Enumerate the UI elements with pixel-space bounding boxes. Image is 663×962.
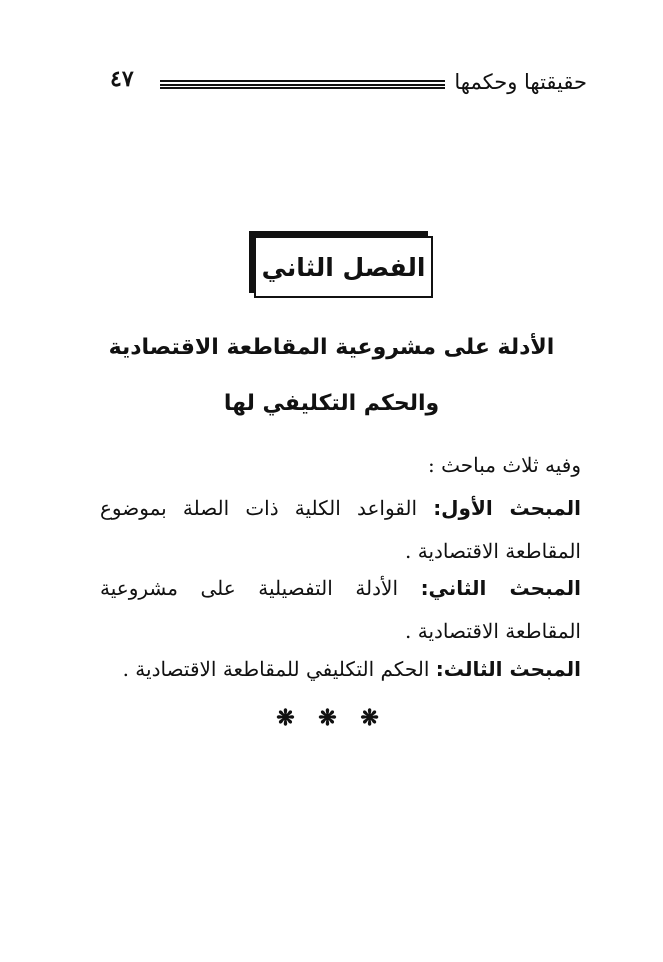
chapter-label: الفصل الثاني — [261, 252, 426, 282]
intro-paragraph: وفيه ثلاث مباحث : — [428, 453, 581, 477]
section-label: المبحث الثالث: — [435, 657, 581, 681]
chapter-heading-box — [254, 236, 433, 298]
running-header-title: حقيقتها وحكمها — [454, 70, 587, 94]
page-number: ٤٧ — [110, 66, 134, 92]
section-item — [100, 648, 581, 691]
section-text: القواعد الكلية ذات الصلة بموضوع المقاطعة الاقتصادية . — [100, 496, 581, 563]
header-rule — [160, 80, 445, 89]
section-label: المبحث الأول: — [433, 496, 581, 520]
section-item — [100, 487, 581, 573]
section-text: الحكم التكليفي للمقاطعة الاقتصادية . — [122, 657, 430, 681]
section-end-ornament: ❋ ❋ ❋ — [276, 705, 387, 731]
section-label: المبحث الثاني: — [420, 576, 582, 600]
section-item — [100, 567, 581, 653]
chapter-title-line-1: الأدلة على مشروعية المقاطعة الاقتصادية — [108, 335, 555, 360]
chapter-title-line-2: والحكم التكليفي لها — [223, 391, 440, 416]
section-text: الأدلة التفصيلية على مشروعية المقاطعة الاقتصادية . — [100, 576, 581, 643]
